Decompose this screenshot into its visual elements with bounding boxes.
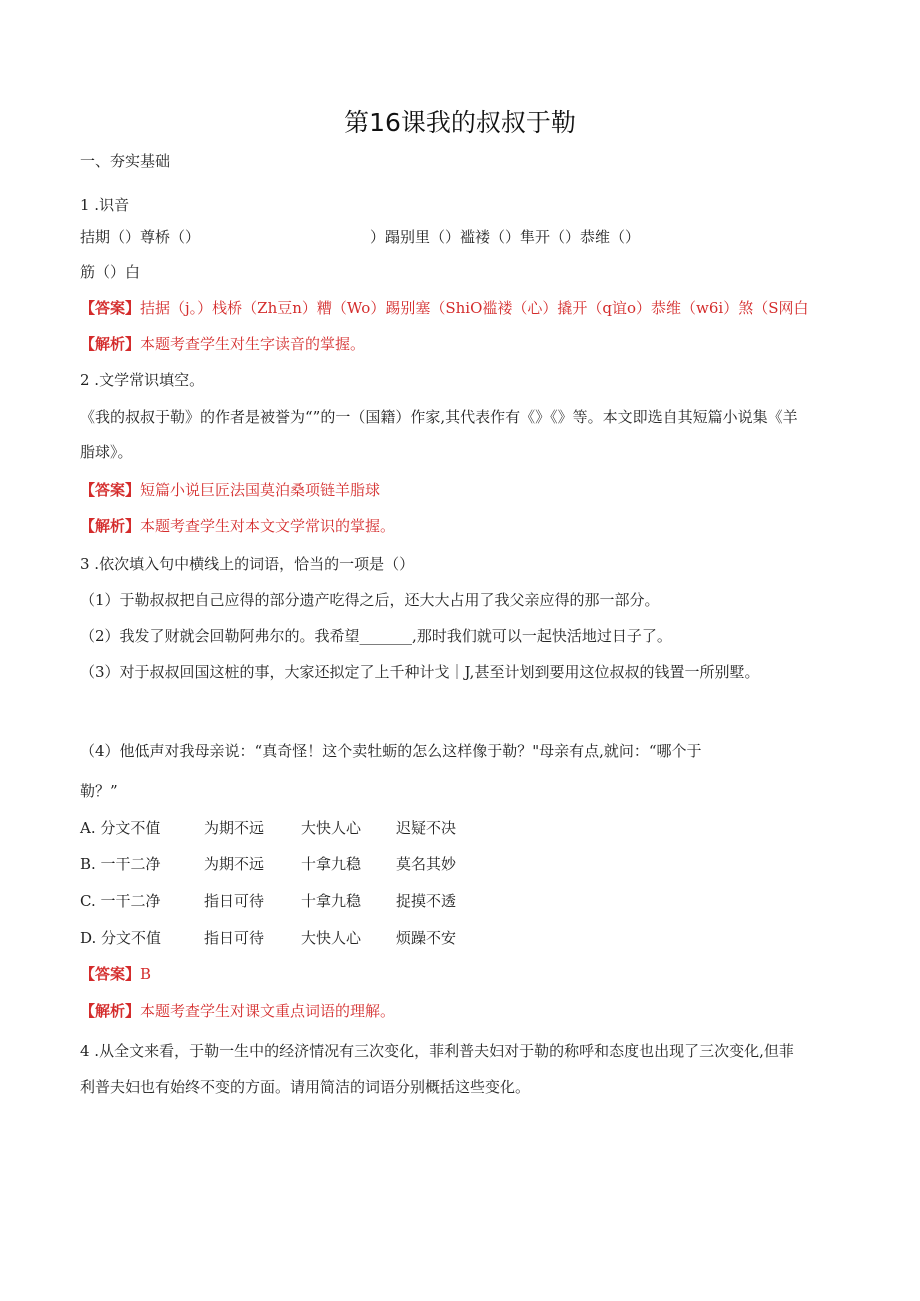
q3-sentence-4-line-2: 勒？” (80, 782, 118, 800)
q3-option-d (80, 928, 844, 948)
q1-heading: 1 .识音 (80, 196, 130, 214)
q1-line-1 (80, 227, 844, 247)
q2-heading: 2 .文学常识填空。 (80, 371, 205, 389)
option-word-2: 大快人心 (301, 929, 362, 947)
page-title: 第16课我的叔叔于勒 (344, 108, 576, 137)
analysis-tag: 【解析】 (80, 1002, 141, 1020)
option-word-1: 为期不远 (204, 819, 265, 837)
q1-line-1-part-a: 拮期（）尊桥（） (80, 228, 201, 246)
option-word-2: 十拿九稳 (301, 855, 362, 873)
answer-text: B (140, 965, 152, 983)
option-label: A. 分文不值 (80, 819, 161, 837)
option-word-3: 捉摸不透 (396, 892, 457, 910)
q3-option-b (80, 854, 844, 874)
analysis-tag: 【解析】 (80, 335, 141, 353)
q3-sentence-1: （1）于勒叔叔把自己应得的部分遗产吃得之后，还大大占用了我父亲应得的那一部分。 (80, 591, 660, 609)
q3-answer (80, 964, 844, 984)
analysis-text: 本题考查学生对生字读音的掌握。 (140, 335, 366, 353)
option-word-1: 指日可待 (204, 929, 265, 947)
answer-tag: 【答案】 (80, 299, 141, 317)
q3-sentence-2: （2）我发了财就会回勒阿弗尔的。我希望_______,那时我们就可以一起快活地过日子了。 (80, 627, 672, 645)
q3-sentence-4-line-1: （4）他低声对我母亲说：“真奇怪！这个卖牡蛎的怎么这样像于勒？"母亲有点,就问：“哪个于 (80, 742, 702, 760)
q2-answer (80, 480, 844, 500)
option-label: B. 一干二净 (80, 855, 161, 873)
q3-analysis (80, 1001, 844, 1021)
q3-sentence-3: （3）对于叔叔回国这桩的事，大家还拟定了上千种计戈｜J,甚至计划到要用这位叔叔的钱置一所别墅。 (80, 663, 760, 681)
option-word-2: 十拿九稳 (301, 892, 362, 910)
q1-line-1-part-b: ）蹋别里（）褴褛（）隼开（）恭维（） (370, 228, 641, 246)
option-word-2: 大快人心 (301, 819, 362, 837)
q1-line-2: 筋（）白 (80, 263, 141, 281)
answer-text: 短篇小说巨匠法国莫泊桑项链羊脂球 (140, 481, 381, 499)
answer-tag: 【答案】 (80, 481, 141, 499)
answer-text: 拮据（j。）栈桥（Zh豆n）糟（Wo）踢别塞（ShiO褴褛（心）撬开（q谊o）恭维（w6i）煞（S网白 (140, 299, 809, 317)
option-word-3: 迟疑不决 (396, 819, 457, 837)
q1-answer (80, 298, 844, 318)
answer-tag: 【答案】 (80, 965, 141, 983)
analysis-text: 本题考查学生对本文文学常识的掌握。 (140, 517, 396, 535)
option-word-1: 为期不远 (204, 855, 265, 873)
analysis-text: 本题考查学生对课文重点词语的理解。 (140, 1002, 396, 1020)
q3-option-a (80, 818, 844, 838)
q3-option-c (80, 891, 844, 911)
option-word-1: 指日可待 (204, 892, 265, 910)
option-label: C. 一干二净 (80, 892, 161, 910)
option-word-3: 莫名其妙 (396, 855, 457, 873)
option-label: D. 分文不值 (80, 929, 162, 947)
q2-line-2: 脂球》。 (80, 443, 133, 461)
q2-analysis (80, 516, 844, 536)
q2-line-1: 《我的叔叔于勒》的作者是被誉为“”的一（国籍）作家,其代表作有《》《》等。本文即选自其短篇小说集《羊 (80, 408, 798, 426)
q1-analysis (80, 334, 844, 354)
q4-line-2: 利普夫妇也有始终不变的方面。请用简洁的词语分别概括这些变化。 (80, 1078, 531, 1096)
section-heading: 一、夯实基础 (80, 152, 171, 170)
q4-line-1: 4 .从全文来看，于勒一生中的经济情况有三次变化，菲利普夫妇对于勒的称呼和态度也出现了三次变化,但菲 (80, 1042, 794, 1060)
analysis-tag: 【解析】 (80, 517, 141, 535)
q3-heading: 3 .依次填入句中横线上的词语，恰当的一项是（） (80, 555, 415, 573)
option-word-3: 烦躁不安 (396, 929, 457, 947)
